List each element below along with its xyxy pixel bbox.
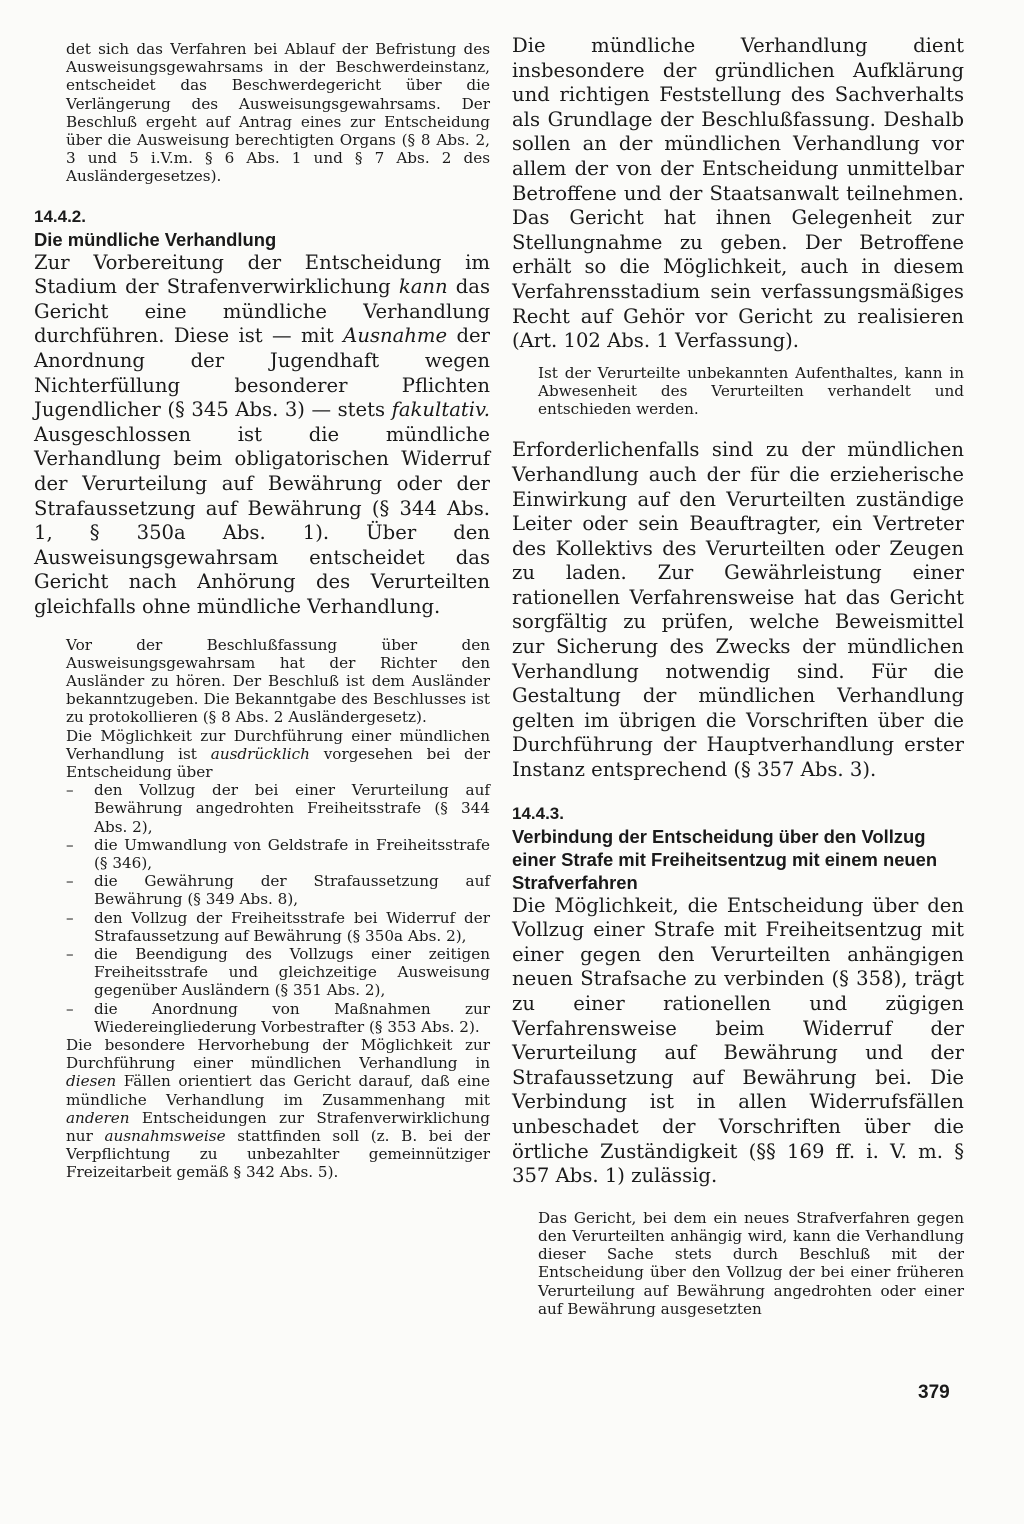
note-paragraph: Die Möglichkeit zur Durchführung einer mündlichen Verhandlung ist ausdrücklich vorgesehen bei der Entscheidung über [66, 726, 490, 781]
left-column [34, 38, 490, 1182]
list-item: – die Gewährung der Strafaussetzung auf Bewährung (§ 349 Abs. 8), [66, 872, 490, 908]
section-title: Die mündliche Verhandlung [34, 228, 277, 250]
body-paragraph: Die mündliche Verhandlung dient insbesondere der gründlichen Aufklärung und richtigen Feststellung des Sachverhalts als Grundlage der Beschlußfassung. Deshalb sollen an der mündlichen Verhandlung vor allem der von der Entscheidung unmittelbar Betroffene und der Staatsanwalt teilnehmen. Das Gericht hat ihnen Gelegenheit zur Stellungnahme zu geben. Der Betroffene erhält so die Möglichkeit, auch in diesem Verfahrensstadium sein verfassungsmäßiges Recht auf Gehör vor Gericht zu realisieren (Art. 102 Abs. 1 Verfassung). [512, 34, 964, 353]
note-paragraph: Ist der Verurteilte unbekannten Aufenthaltes, kann in Abwesenheit des Verurteilten verhandelt und entschieden werden. [538, 363, 964, 419]
note-paragraph: Die besondere Hervorhebung der Möglichkeit zur Durchführung einer mündlichen Verhandlung in diesen Fällen orientiert das Gericht darauf, daß eine mündliche Verhandlung im Zusammenhang mit anderen Entscheidungen zur Strafenverwirklichung nur ausnahmsweise stattfinden soll (z. B. bei der Verpflichtung zu unbezahlter gemeinnütziger Freizeitarbeit gemäß § 342 Abs. 5). [66, 1036, 490, 1182]
intro-paragraph: det sich das Verfahren bei Ablauf der Befristung des Ausweisungsgewahrsams in der Beschwerdeinstanz, entscheidet das Beschwerdegericht über die Verlängerung des Ausweisungsgewahrsams. Der Beschluß ergeht auf Antrag eines zur Entscheidung über die Ausweisung berechtigten Organs (§ 8 Abs. 2, 3 und 5 i.V.m. § 6 Abs. 1 und § 7 Abs. 2 des Ausländergesetzes). [66, 40, 490, 186]
note-block [34, 636, 490, 1182]
note-paragraph: Das Gericht, bei dem ein neues Strafverfahren gegen den Verurteilten anhängig wird, kann die Verhandlung dieser Sache stets durch Beschluß mit der Entscheidung über den Vollzug der bei einer früheren Verurteilung auf Bewährung angedrohten oder einer auf Bewährung ausgesetzten [538, 1208, 964, 1318]
section-title: Verbindung der Entscheidung über den Vollzug einer Strafe mit Freiheitsentzug mit einem neuen Strafverfahren [512, 825, 938, 893]
list-item: – die Umwandlung von Geldstrafe in Freiheitsstrafe (§ 346), [66, 836, 490, 872]
section-number: 14.4.3. [512, 803, 564, 823]
note-paragraph: Vor der Beschlußfassung über den Ausweisungsgewahrsam hat der Richter den Ausländer zu hören. Der Beschluß ist dem Ausländer bekanntzugeben. Die Bekanntgabe des Beschlusses ist zu protokollieren (§ 8 Abs. 2 Ausländergesetz). [66, 635, 490, 727]
list-item: – den Vollzug der Freiheitsstrafe bei Widerruf der Strafaussetzung auf Bewährung (§ 350a Abs. 2), [66, 909, 490, 945]
section-number: 14.4.2. [34, 206, 86, 226]
body-paragraph: Erforderlichenfalls sind zu der mündlichen Verhandlung auch der für die erzieherische Einwirkung auf den Verurteilten zuständige Leiter oder sein Beauftragter, ein Vertreter des Kollektivs des Verurteilten oder Zeugen zu laden. Zur Gewährleistung einer rationellen Verfahrensweise hat das Gericht sorgfältig zu prüfen, welche Beweismittel zur Sicherung des Zwecks der mündlichen Verhandlung notwendig sind. Für die Gestaltung der mündlichen Verhandlung gelten im übrigen die Vorschriften über die Durchführung der Hauptverhandlung erster Instanz entsprechend (§ 357 Abs. 3). [512, 438, 964, 782]
right-column [512, 34, 964, 1318]
list-item: – die Beendigung des Vollzugs einer zeitigen Freiheitsstrafe und gleichzeitige Ausweisung gegenüber Ausländern (§ 351 Abs. 2), [66, 945, 490, 1000]
list-item: – den Vollzug der bei einer Verurteilung auf Bewährung angedrohten Freiheitsstrafe (§ 344 Abs. 2), [66, 781, 490, 836]
provision-list [66, 781, 490, 1036]
page-number: 379 [918, 1382, 950, 1403]
list-item: – die Anordnung von Maßnahmen zur Wiedereingliederung Vorbestrafter (§ 353 Abs. 2). [66, 1000, 490, 1036]
body-paragraph: Die Möglichkeit, die Entscheidung über den Vollzug einer Strafe mit Freiheitsentzug mit einer gegen den Verurteilten anhängigen neuen Strafsache zu verbinden (§ 358), trägt zu einer rationellen und zügigen Verfahrensweise beim Widerruf der Verurteilung auf Bewährung und der Strafaussetzung auf Bewährung bei. Die Verbindung ist in allen Widerrufsfällen unbeschadet der Vorschriften über die örtliche Zuständigkeit (§§ 169 ff. i. V. m. § 357 Abs. 1) zulässig. [512, 893, 964, 1188]
body-paragraph: Zur Vorbereitung der Entscheidung im Stadium der Strafenverwirklichung kann das Gericht eine mündliche Verhandlung durchführen. Diese ist — mit Ausnahme der Anordnung der Jugendhaft wegen Nichterfüllung besonderer Pflichten Jugendlicher (§ 345 Abs. 3) — stets fakultativ. Ausgeschlossen ist die mündliche Verhandlung beim obligatorischen Widerruf der Verurteilung auf Bewährung oder der Strafaussetzung auf Bewährung (§ 344 Abs. 1, § 350a Abs. 1). Über den Ausweisungsgewahrsam entscheidet das Gericht nach Anhörung des Verurteilten gleichfalls ohne mündliche Verhandlung. [34, 250, 491, 618]
